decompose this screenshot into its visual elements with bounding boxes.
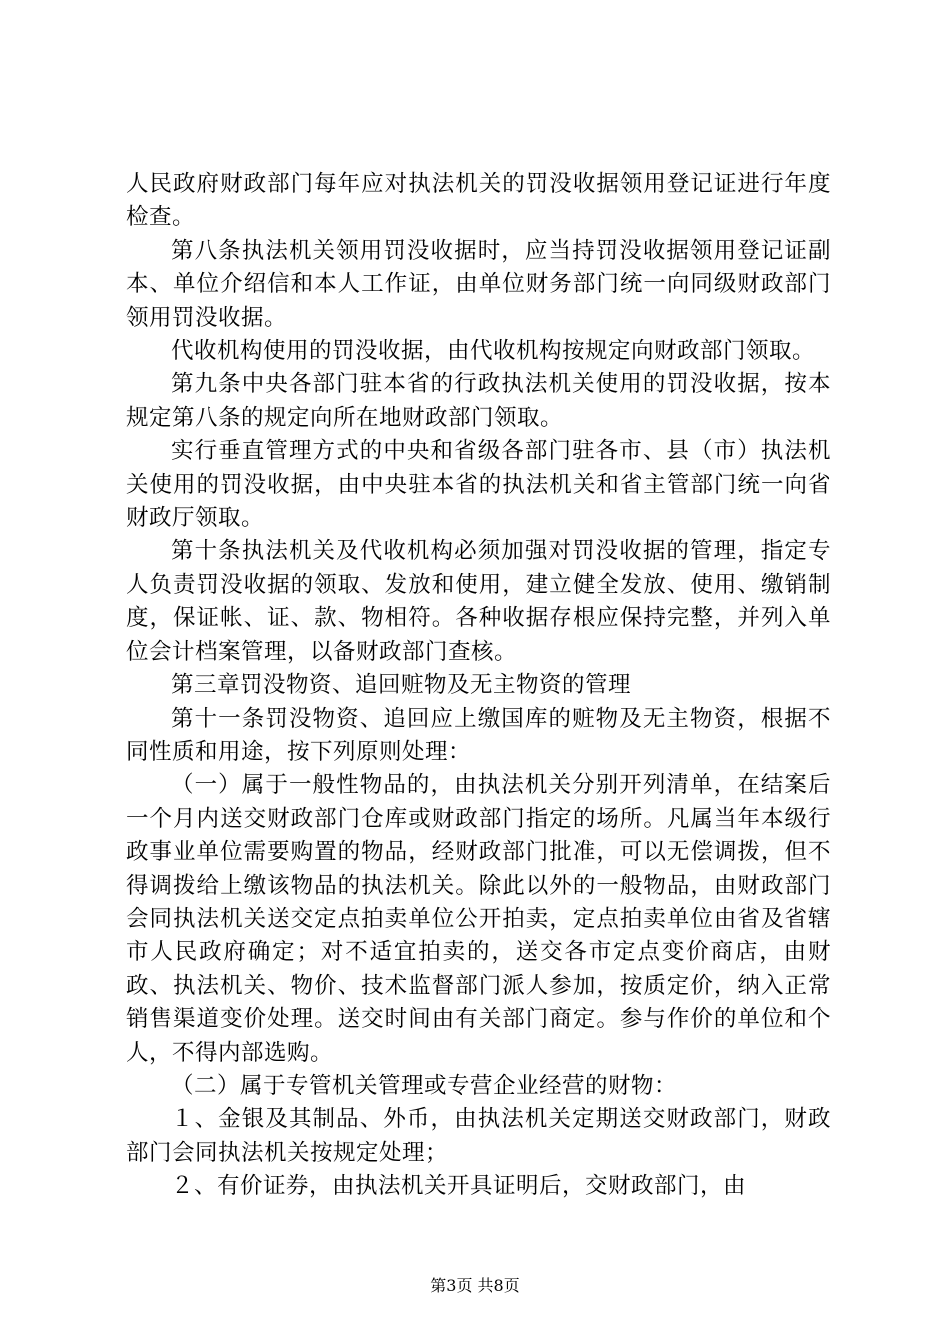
paragraph: 第九条中央各部门驻本省的行政执法机关使用的罚没收据，按本规定第八条的规定向所在地财政部门领取。 (126, 371, 831, 431)
paragraph: 代收机构使用的罚没收据，由代收机构按规定向财政部门领取。 (171, 338, 816, 365)
paragraph: ２、有价证券，由执法机关开具证明后，交财政部门，由 (171, 1173, 747, 1200)
paragraph: （二）属于专管机关管理或专营企业经营的财物： (171, 1072, 678, 1099)
chapter-heading: 第三章罚没物资、追回赃物及无主物资的管理 (171, 672, 632, 699)
paragraph: 人民政府财政部门每年应对执法机关的罚没收据领用登记证进行年度检查。 (126, 171, 831, 231)
paragraph: 实行垂直管理方式的中央和省级各部门驻各市、县（市）执法机关使用的罚没收据，由中央驻本省的执法机关和省主管部门统一向省财政厅领取。 (126, 438, 831, 532)
paragraph: 第十条执法机关及代收机构必须加强对罚没收据的管理，指定专人负责罚没收据的领取、发放和使用，建立健全发放、使用、缴销制度，保证帐、证、款、物相符。各种收据存根应保持完整，并列入单位会计档案管理，以备财政部门查核。 (126, 538, 831, 665)
document-body (126, 168, 831, 1204)
paragraph: １、金银及其制品、外币，由执法机关定期送交财政部门，财政部门会同执法机关按规定处理； (126, 1106, 831, 1166)
paragraph: 第十一条罚没物资、追回应上缴国库的赃物及无主物资，根据不同性质和用途，按下列原则处理： (126, 705, 831, 765)
paragraph: 第八条执法机关领用罚没收据时，应当持罚没收据领用登记证副本、单位介绍信和本人工作证，由单位财务部门统一向同级财政部门领用罚没收据。 (126, 237, 831, 331)
paragraph: （一）属于一般性物品的，由执法机关分别开列清单，在结案后一个月内送交财政部门仓库或财政部门指定的场所。凡属当年本级行政事业单位需要购置的物品，经财政部门批准，可以无偿调拨，但不得调拨给上缴该物品的执法机关。除此以外的一般物品，由财政部门会同执法机关送交定点拍卖单位公开拍卖，定点拍卖单位由省及省辖市人民政府确定；对不适宜拍卖的，送交各市定点变价商店，由财政、执法机关、物价、技术监督部门派人参加，按质定价，纳入正常销售渠道变价处理。送交时间由有关部门商定。参与作价的单位和个人，不得内部选购。 (126, 772, 831, 1066)
page-footer (0, 1276, 950, 1296)
page-number: 第3页 共8页 (430, 1276, 520, 1295)
